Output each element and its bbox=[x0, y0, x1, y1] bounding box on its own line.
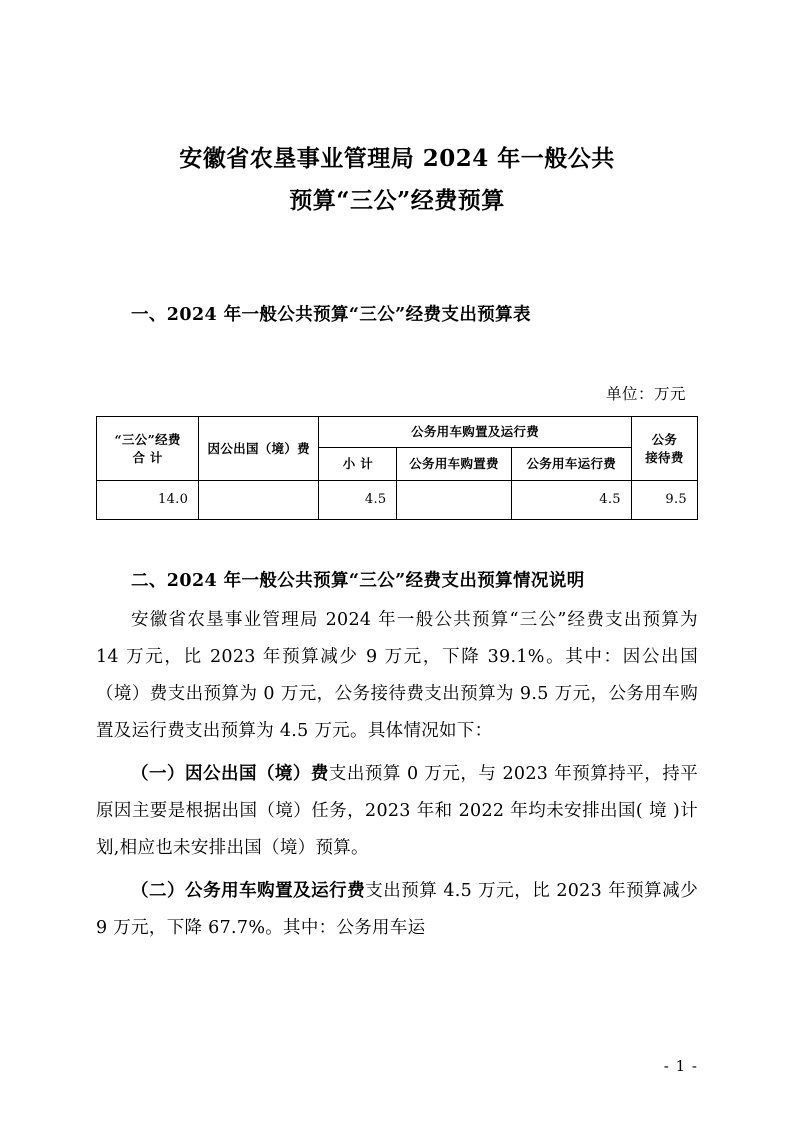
header-reception bbox=[631, 417, 697, 481]
header-vehicle-operation: 公务用车运行费 bbox=[511, 448, 631, 481]
cell-reception: 9.5 bbox=[631, 481, 697, 520]
page-title-line1: 安徽省农垦事业管理局 2024 年一般公共 bbox=[179, 145, 615, 172]
cell-abroad bbox=[199, 481, 319, 520]
table-header-row-1 bbox=[97, 417, 698, 448]
paragraph-abroad-label: （一）因公出国（境）费 bbox=[131, 764, 329, 784]
header-total-line1: “三公”经费 bbox=[114, 431, 181, 447]
paragraph-vehicle-label: （二）公务用车购置及运行费 bbox=[131, 881, 366, 901]
section-heading-one: 一、2024 年一般公共预算“三公”经费支出预算表 bbox=[131, 305, 531, 325]
paragraph-abroad-text: 支出预算 0 万元，与 2023 年预算持平，持平原因主要是根据出国（境）任务，2023 年和 2022 年均未安排出国( 境 )计划,相应也未安排出国（境）预算。 bbox=[96, 764, 698, 858]
header-reception-line1: 公务 bbox=[651, 431, 678, 447]
header-total-line2: 合 计 bbox=[132, 449, 163, 465]
cell-vehicle-purchase bbox=[397, 481, 511, 520]
budget-table bbox=[96, 416, 698, 520]
header-total bbox=[97, 417, 199, 481]
cell-vehicle-operation: 4.5 bbox=[511, 481, 631, 520]
header-vehicle-purchase: 公务用车购置费 bbox=[397, 448, 511, 481]
paragraph-abroad bbox=[96, 756, 698, 867]
header-vehicle-group: 公务用车购置及运行费 bbox=[319, 417, 632, 448]
cell-vehicle-subtotal: 4.5 bbox=[319, 481, 397, 520]
paragraph-vehicle bbox=[96, 873, 698, 947]
page-title-line2: 预算“三公”经费预算 bbox=[289, 187, 505, 214]
header-reception-line2: 接待费 bbox=[645, 449, 684, 465]
unit-label: 单位：万元 bbox=[605, 385, 686, 403]
header-vehicle-subtotal: 小 计 bbox=[319, 448, 397, 481]
page-number: - 1 - bbox=[663, 1057, 698, 1075]
section-heading-two: 二、2024 年一般公共预算“三公”经费支出预算情况说明 bbox=[131, 571, 585, 591]
table-row bbox=[97, 481, 698, 520]
page-title bbox=[96, 138, 698, 222]
paragraph-vehicle-text: 支出预算 4.5 万元，比 2023 年预算减少 9 万元，下降 67.7%。其中：公务用车运 bbox=[96, 881, 698, 938]
paragraph-overview: 安徽省农垦事业管理局 2024 年一般公共预算“三公”经费支出预算为 14 万元，比 2023 年预算减少 9 万元，下降 39.1%。其中：因公出国（境）费支出预算为 0 万元，公务接待费支出预算为 9.5 万元，公务用车购置及运行费支出预算为 4.5 万元。具体情况如下： bbox=[96, 610, 698, 741]
cell-total: 14.0 bbox=[97, 481, 199, 520]
header-abroad: 因公出国（境）费 bbox=[199, 417, 319, 481]
